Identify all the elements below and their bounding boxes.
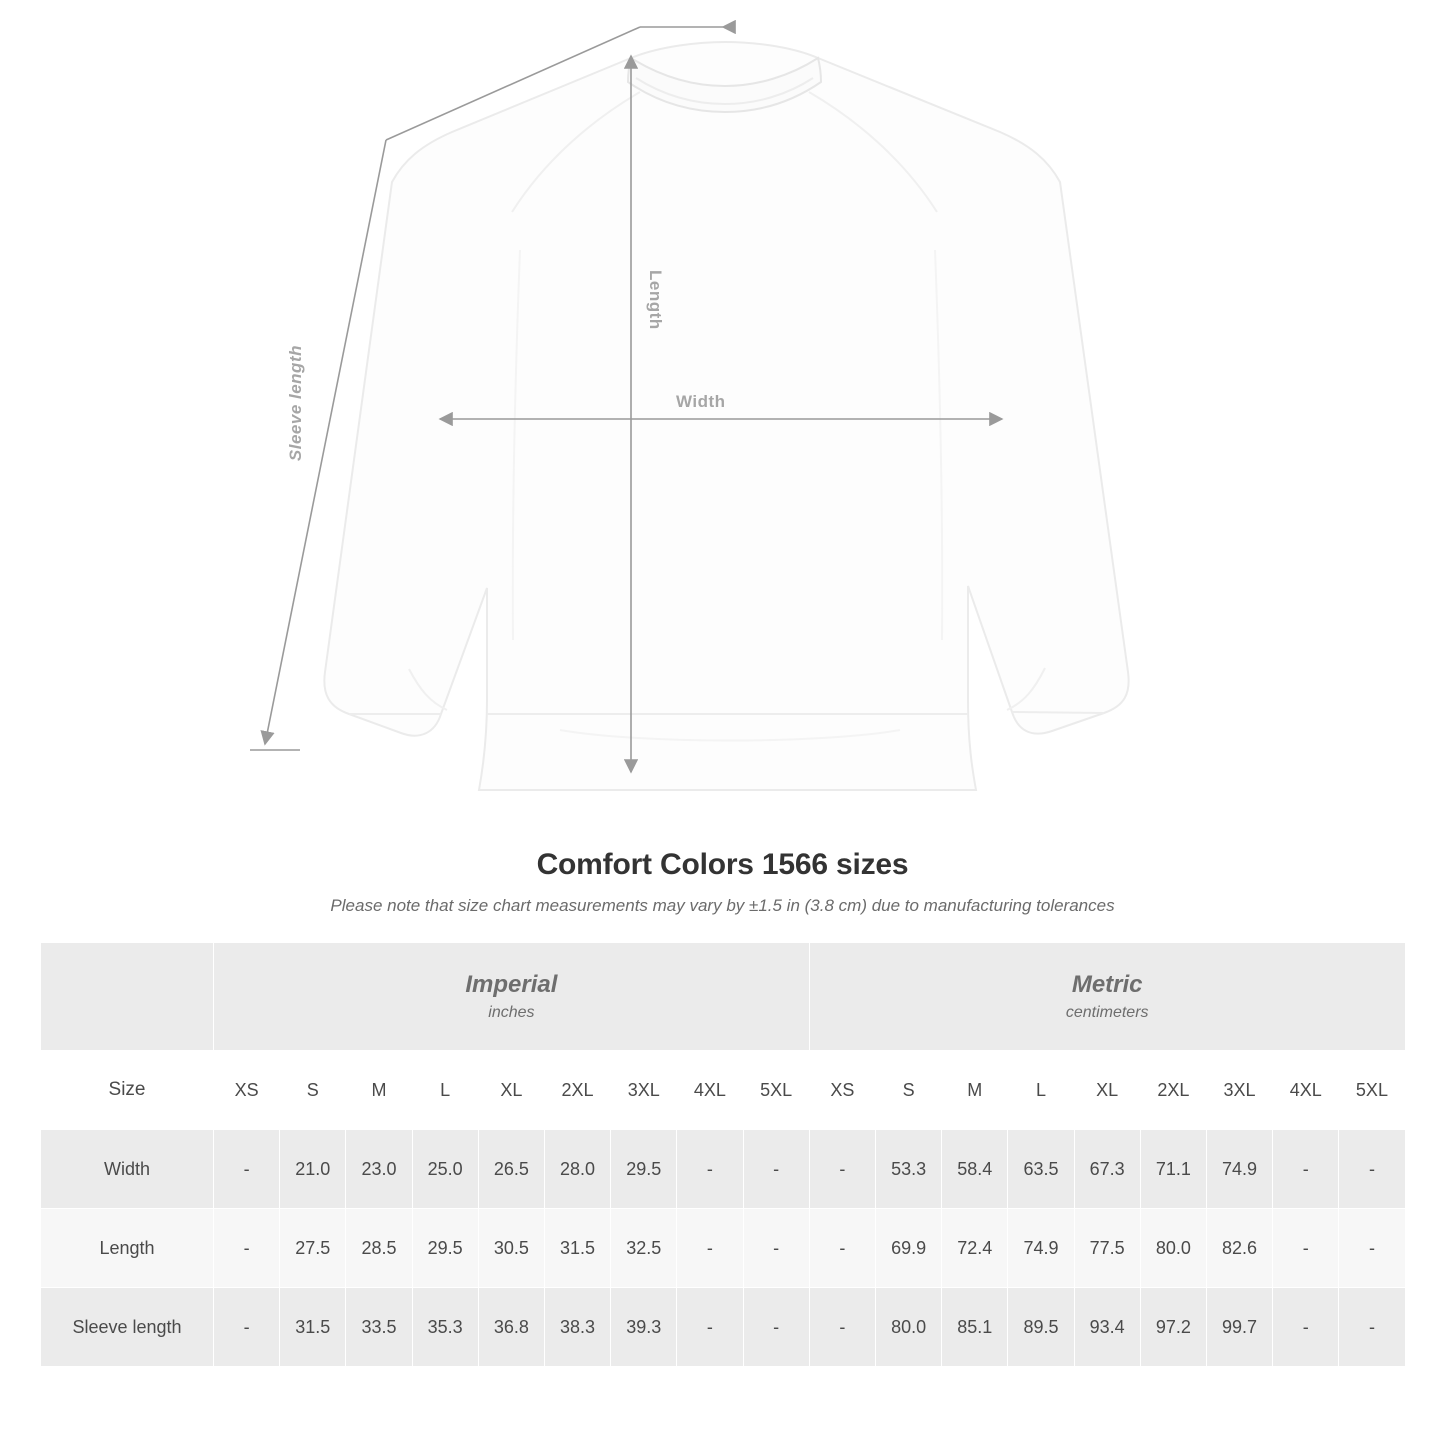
width-imperial-5xl: - <box>743 1130 809 1209</box>
length-imperial-5xl: - <box>743 1209 809 1288</box>
metric-unit-sub: centimeters <box>1065 1004 1149 1022</box>
width-metric-l: 63.5 <box>1008 1130 1074 1209</box>
size-header-metric-2xl: 2XL <box>1140 1051 1206 1130</box>
sleeve-imperial-4xl: - <box>677 1288 743 1367</box>
sleeve-metric-4xl: - <box>1273 1288 1339 1367</box>
sleeve-imperial-5xl: - <box>743 1288 809 1367</box>
length-imperial-3xl: 32.5 <box>611 1209 677 1288</box>
sweatshirt-shape <box>324 42 1128 790</box>
sleeve-metric-m: 85.1 <box>942 1288 1008 1367</box>
length-metric-l: 74.9 <box>1008 1209 1074 1288</box>
sleeve-metric-xs: - <box>809 1288 875 1367</box>
imperial-unit-header <box>214 943 810 1051</box>
sleeve-length-dimension-label: Sleeve length <box>286 345 305 462</box>
sleeve-metric-l: 89.5 <box>1008 1288 1074 1367</box>
metric-unit-header <box>809 943 1405 1051</box>
width-metric-m: 58.4 <box>942 1130 1008 1209</box>
width-metric-3xl: 74.9 <box>1206 1130 1272 1209</box>
row-label-width: Width <box>41 1130 214 1209</box>
row-label-sleeve-length: Sleeve length <box>41 1288 214 1367</box>
size-header-imperial-m: M <box>346 1051 412 1130</box>
row-label-length: Length <box>41 1209 214 1288</box>
length-imperial-xl: 30.5 <box>478 1209 544 1288</box>
length-dimension-label: Length <box>646 270 665 330</box>
imperial-unit-sub: inches <box>488 1004 535 1022</box>
page-title: Comfort Colors 1566 sizes <box>536 848 909 881</box>
table-row <box>41 1209 1406 1288</box>
table-row <box>41 1288 1406 1367</box>
width-imperial-xl: 26.5 <box>478 1130 544 1209</box>
sleeve-imperial-xs: - <box>214 1288 280 1367</box>
length-metric-4xl: - <box>1273 1209 1339 1288</box>
size-table-wrapper <box>40 942 1405 1367</box>
size-header-imperial-3xl: 3XL <box>611 1051 677 1130</box>
unit-header-spacer <box>41 943 214 1051</box>
length-imperial-l: 29.5 <box>412 1209 478 1288</box>
length-imperial-4xl: - <box>677 1209 743 1288</box>
length-metric-3xl: 82.6 <box>1206 1209 1272 1288</box>
sleeve-metric-5xl: - <box>1339 1288 1405 1367</box>
unit-header-row <box>41 943 1406 1051</box>
sleeve-imperial-2xl: 38.3 <box>544 1288 610 1367</box>
length-metric-m: 72.4 <box>942 1209 1008 1288</box>
size-header-metric-5xl: 5XL <box>1339 1051 1405 1130</box>
width-imperial-s: 21.0 <box>280 1130 346 1209</box>
metric-unit-title: Metric <box>1071 970 1143 998</box>
sleeve-imperial-l: 35.3 <box>412 1288 478 1367</box>
size-header-imperial-s: S <box>280 1051 346 1130</box>
size-header-row <box>41 1051 1406 1130</box>
width-imperial-xs: - <box>214 1130 280 1209</box>
imperial-unit-title: Imperial <box>465 970 558 998</box>
width-metric-2xl: 71.1 <box>1140 1130 1206 1209</box>
tolerance-note: Please note that size chart measurements may vary by ±1.5 in (3.8 cm) due to manufacturing tolerances <box>330 896 1115 915</box>
size-header-imperial-5xl: 5XL <box>743 1051 809 1130</box>
width-metric-xl: 67.3 <box>1074 1130 1140 1209</box>
length-imperial-xs: - <box>214 1209 280 1288</box>
size-table <box>40 942 1406 1367</box>
sleeve-metric-xl: 93.4 <box>1074 1288 1140 1367</box>
size-header-imperial-l: L <box>412 1051 478 1130</box>
length-imperial-s: 27.5 <box>280 1209 346 1288</box>
length-metric-5xl: - <box>1339 1209 1405 1288</box>
width-metric-s: 53.3 <box>876 1130 942 1209</box>
length-metric-xl: 77.5 <box>1074 1209 1140 1288</box>
table-row <box>41 1130 1406 1209</box>
width-dimension-label: Width <box>676 392 726 411</box>
length-metric-xs: - <box>809 1209 875 1288</box>
size-header-imperial-xs: XS <box>214 1051 280 1130</box>
width-metric-4xl: - <box>1273 1130 1339 1209</box>
size-header-metric-l: L <box>1008 1051 1074 1130</box>
length-imperial-m: 28.5 <box>346 1209 412 1288</box>
sleeve-metric-3xl: 99.7 <box>1206 1288 1272 1367</box>
width-metric-xs: - <box>809 1130 875 1209</box>
size-header-metric-s: S <box>876 1051 942 1130</box>
size-header-metric-m: M <box>942 1051 1008 1130</box>
sleeve-metric-2xl: 97.2 <box>1140 1288 1206 1367</box>
size-header-imperial-xl: XL <box>478 1051 544 1130</box>
sleeve-imperial-s: 31.5 <box>280 1288 346 1367</box>
size-header-metric-4xl: 4XL <box>1273 1051 1339 1130</box>
size-column-label: Size <box>41 1051 214 1130</box>
size-header-imperial-2xl: 2XL <box>544 1051 610 1130</box>
width-imperial-m: 23.0 <box>346 1130 412 1209</box>
length-metric-s: 69.9 <box>876 1209 942 1288</box>
sleeve-imperial-3xl: 39.3 <box>611 1288 677 1367</box>
sleeve-imperial-xl: 36.8 <box>478 1288 544 1367</box>
size-header-imperial-4xl: 4XL <box>677 1051 743 1130</box>
size-header-metric-xl: XL <box>1074 1051 1140 1130</box>
sleeve-imperial-m: 33.5 <box>346 1288 412 1367</box>
width-metric-5xl: - <box>1339 1130 1405 1209</box>
width-imperial-l: 25.0 <box>412 1130 478 1209</box>
width-imperial-4xl: - <box>677 1130 743 1209</box>
width-imperial-3xl: 29.5 <box>611 1130 677 1209</box>
sleeve-metric-s: 80.0 <box>876 1288 942 1367</box>
size-header-metric-xs: XS <box>809 1051 875 1130</box>
size-header-metric-3xl: 3XL <box>1206 1051 1272 1130</box>
length-metric-2xl: 80.0 <box>1140 1209 1206 1288</box>
width-imperial-2xl: 28.0 <box>544 1130 610 1209</box>
title-block <box>0 848 1445 916</box>
length-imperial-2xl: 31.5 <box>544 1209 610 1288</box>
